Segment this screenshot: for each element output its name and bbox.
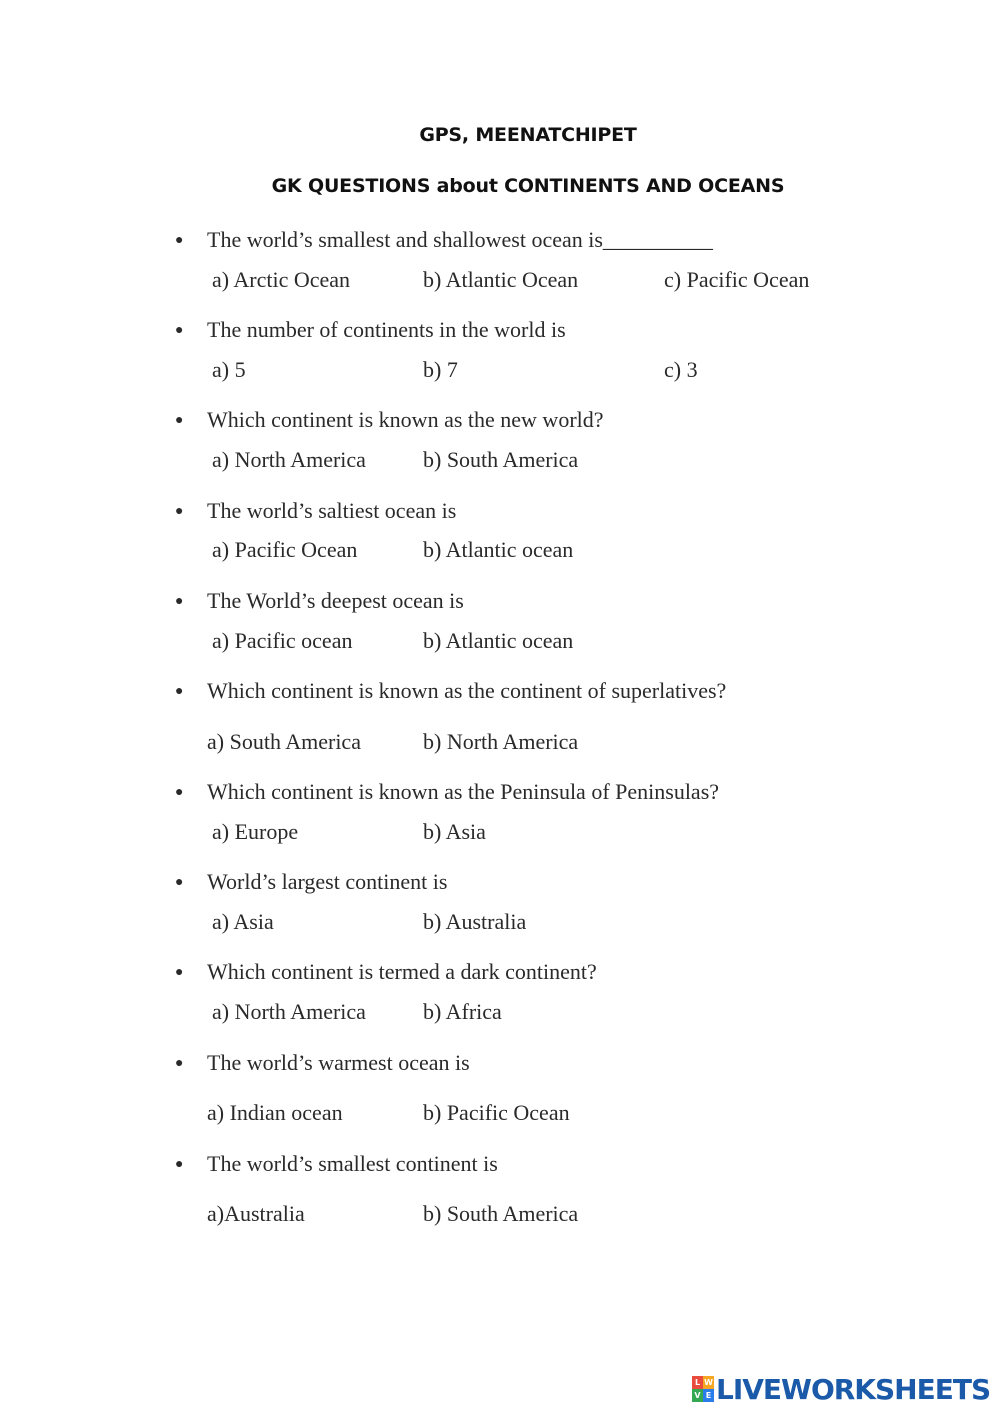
option-b[interactable]: b) Africa	[423, 999, 502, 1024]
option-a[interactable]: a) 5	[212, 357, 246, 382]
option-b[interactable]: b) Atlantic ocean	[423, 628, 574, 653]
question-text: The world’s warmest ocean is	[207, 1050, 470, 1075]
bullet-icon: ●	[175, 684, 184, 699]
brand-name: LIVEWORKSHEETS	[716, 1372, 991, 1406]
question-text: Which continent is known as the new world?	[207, 407, 604, 432]
question-text: World’s largest continent is	[207, 869, 448, 894]
option-b[interactable]: b) South America	[423, 1201, 579, 1226]
option-b[interactable]: b) Atlantic ocean	[423, 537, 574, 562]
logo-tile-e: E	[703, 1389, 714, 1402]
liveworksheets-logo[interactable]	[692, 1371, 990, 1407]
school-name: GPS, MEENATCHIPET	[419, 124, 637, 146]
option-a[interactable]: a) Europe	[212, 819, 299, 844]
option-a[interactable]: a) Indian ocean	[207, 1100, 343, 1125]
option-b[interactable]: b) Australia	[423, 909, 527, 934]
logo-tile-l: L	[692, 1376, 703, 1389]
option-a[interactable]: a) South America	[207, 729, 361, 754]
worksheet-title: GK QUESTIONS about CONTINENTS AND OCEANS	[271, 175, 785, 197]
option-b[interactable]: b) Asia	[423, 819, 486, 844]
option-b[interactable]: b) South America	[423, 447, 579, 472]
question-text: Which continent is termed a dark continent?	[207, 959, 597, 984]
bullet-icon: ●	[175, 413, 184, 428]
option-c[interactable]: c) 3	[664, 357, 698, 382]
option-a[interactable]: a) Arctic Ocean	[212, 267, 351, 292]
question-text: Which continent is known as the Peninsula of Peninsulas?	[207, 779, 720, 804]
option-b[interactable]: b) Atlantic Ocean	[423, 267, 579, 292]
bullet-icon: ●	[175, 594, 184, 609]
bullet-icon: ●	[175, 504, 184, 519]
bullet-icon: ●	[175, 323, 184, 338]
option-b[interactable]: b) Pacific Ocean	[423, 1100, 570, 1125]
question-text: Which continent is known as the continent of superlatives?	[207, 678, 727, 703]
bullet-icon: ●	[175, 785, 184, 800]
option-a[interactable]: a) North America	[212, 999, 366, 1024]
question-text: The world’s smallest continent is	[207, 1151, 498, 1176]
logo-tile-v: V	[692, 1389, 703, 1402]
bullet-icon: ●	[175, 1056, 184, 1071]
option-a[interactable]: a) Asia	[212, 909, 274, 934]
bullet-icon: ●	[175, 965, 184, 980]
question-text: The World’s deepest ocean is	[207, 588, 464, 613]
option-a[interactable]: a) North America	[212, 447, 366, 472]
logo-tile-w: W	[704, 1378, 713, 1387]
bullet-icon: ●	[175, 233, 184, 248]
question-text: The world’s saltiest ocean is	[207, 498, 457, 523]
option-a[interactable]: a) Pacific ocean	[212, 628, 353, 653]
question-text: The world’s smallest and shallowest ocean is__________	[207, 227, 713, 252]
option-b[interactable]: b) North America	[423, 729, 579, 754]
option-b[interactable]: b) 7	[423, 357, 458, 382]
liveworksheets-icon	[692, 1376, 714, 1402]
option-a[interactable]: a)Australia	[207, 1201, 305, 1226]
bullet-icon: ●	[175, 875, 184, 890]
question-text: The number of continents in the world is	[207, 317, 566, 342]
option-c[interactable]: c) Pacific Ocean	[664, 267, 810, 292]
bullet-icon: ●	[175, 1157, 184, 1172]
option-a[interactable]: a) Pacific Ocean	[212, 537, 358, 562]
